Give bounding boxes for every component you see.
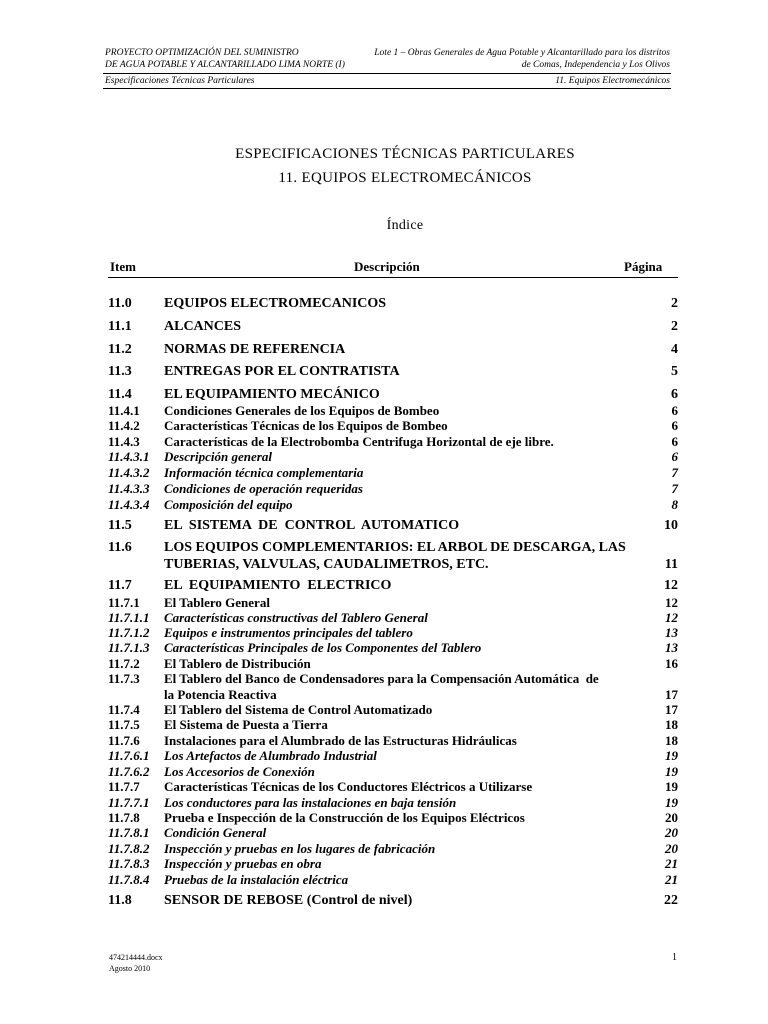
column-header-page: Página xyxy=(624,259,663,274)
toc-entry-title-continued: TUBERIAS, VALVULAS, CAUDALIMETROS, ETC. xyxy=(164,557,489,572)
toc-entry-number: 11.4 xyxy=(108,387,132,402)
toc-entry-title: LOS EQUIPOS COMPLEMENTARIOS: EL ARBOL DE DESCARGA, LAS xyxy=(164,540,626,555)
toc-entry-page: 22 xyxy=(664,893,678,908)
toc-entry-number: 11.7.2 xyxy=(108,656,140,671)
toc-entry-number: 11.7.8.3 xyxy=(108,856,150,871)
toc-entry-number: 11.7.1.2 xyxy=(108,625,150,640)
index-heading: Índice xyxy=(386,218,424,233)
toc-entry-title: Equipos e instrumentos principales del tablero xyxy=(164,625,413,640)
toc-entry-title: Características Técnicas de los Equipos de Bombeo xyxy=(164,418,448,433)
toc-entry-title: Instalaciones para el Alumbrado de las Estructuras Hidráulicas xyxy=(164,733,517,748)
toc-entry-number: 11.7.6 xyxy=(108,733,140,748)
toc-entry-title: El Tablero General xyxy=(164,595,270,610)
header-lot-line1: Lote 1 – Obras Generales de Agua Potable y Alcantarillado para los distritos xyxy=(374,48,670,58)
column-header-divider xyxy=(108,277,678,278)
toc-entry-page: 13 xyxy=(665,640,678,655)
toc-entry-page: 6 xyxy=(671,387,678,402)
toc-entry-number: 11.4.2 xyxy=(108,418,140,433)
toc-entry-title: Características constructivas del Tablero General xyxy=(164,610,428,625)
header-project xyxy=(105,47,345,71)
header-lot-line2: de Comas, Independencia y Los Olivos xyxy=(521,60,670,70)
toc-entry-title: Inspección y pruebas en obra xyxy=(164,856,322,871)
toc-entry-number: 11.4.3.1 xyxy=(108,449,150,464)
toc-entry-title: Condiciones Generales de los Equipos de Bombeo xyxy=(164,403,440,418)
header-project-line1: PROYECTO OPTIMIZACIÓN DEL SUMINISTRO xyxy=(105,48,299,58)
toc-entry-number: 11.7.3 xyxy=(108,671,140,686)
toc-entry-title: Los Accesorios de Conexión xyxy=(164,764,315,779)
toc-entry-title: ALCANCES xyxy=(164,319,242,334)
toc-entry-page: 5 xyxy=(671,364,678,379)
header-lot xyxy=(374,47,670,71)
toc-entry-page: 12 xyxy=(665,610,678,625)
header-section-left: Especificaciones Técnicas Particulares xyxy=(105,76,255,86)
toc-entry-page: 12 xyxy=(664,578,678,593)
toc-entry-page: 21 xyxy=(665,872,678,887)
toc-entry-page: 18 xyxy=(665,733,678,748)
toc-entry-number: 11.4.3.2 xyxy=(108,465,150,480)
toc-entry-number: 11.7.8.2 xyxy=(108,841,150,856)
toc-entry-title: SENSOR DE REBOSE (Control de nivel) xyxy=(164,893,413,908)
toc-entry-title: NORMAS DE REFERENCIA xyxy=(164,342,346,357)
toc-entry-number: 11.7.1 xyxy=(108,595,140,610)
toc-entry-title: EL EQUIPAMIENTO ELECTRICO xyxy=(164,578,392,593)
toc-entry-title: Inspección y pruebas en los lugares de fabricación xyxy=(164,841,436,856)
toc-entry-title: EL EQUIPAMIENTO MECÁNICO xyxy=(164,387,380,402)
toc-entry-page: 7 xyxy=(671,465,678,480)
toc-entry-number: 11.7.8 xyxy=(108,810,140,825)
toc-entry-title: El Tablero de Distribución xyxy=(164,656,311,671)
toc-entry-page: 18 xyxy=(665,717,678,732)
toc-entry-page: 6 xyxy=(671,449,678,464)
toc-entry-number: 11.7 xyxy=(108,578,132,593)
toc-entry-number: 11.6 xyxy=(108,540,132,555)
toc-entry-page: 21 xyxy=(665,856,678,871)
toc-entry-title: Los conductores para las instalaciones en baja tensión xyxy=(164,795,457,810)
toc-entry-number: 11.4.3.4 xyxy=(108,497,150,512)
toc-entry-title: ENTREGAS POR EL CONTRATISTA xyxy=(164,364,400,379)
toc-entry-title: Descripción general xyxy=(164,449,272,464)
toc-entry-page: 20 xyxy=(665,825,678,840)
header-divider-top xyxy=(103,73,671,74)
toc-entry-page: 8 xyxy=(671,497,678,512)
toc-entry-page: 6 xyxy=(671,403,678,418)
toc-entry-title-continued: la Potencia Reactiva xyxy=(164,687,277,702)
toc-entry-title: EQUIPOS ELECTROMECANICOS xyxy=(164,296,387,311)
toc-entry-number: 11.7.8.1 xyxy=(108,825,150,840)
toc-entry-title: Composición del equipo xyxy=(164,497,293,512)
footer-info xyxy=(109,952,163,974)
toc-entry-page: 11 xyxy=(664,557,678,572)
toc-entry-number: 11.5 xyxy=(108,518,132,533)
toc-entry-title: Los Artefactos de Alumbrado Industrial xyxy=(164,748,377,763)
toc-entry-page: 6 xyxy=(671,434,678,449)
toc-entry-page: 20 xyxy=(665,810,678,825)
toc-entry-page: 2 xyxy=(671,319,678,334)
toc-entry-page: 19 xyxy=(665,795,678,810)
footer-date: Agosto 2010 xyxy=(109,964,151,973)
toc-entry-number: 11.4.1 xyxy=(108,403,140,418)
toc-entry-title: Características Técnicas de los Conductores Eléctricos a Utilizarse xyxy=(164,779,533,794)
document-title: ESPECIFICACIONES TÉCNICAS PARTICULARES xyxy=(235,146,575,162)
toc-entry-page: 19 xyxy=(665,764,678,779)
toc-entry-number: 11.4.3.3 xyxy=(108,481,150,496)
toc-entry-page: 17 xyxy=(665,687,678,702)
toc-entry-number: 11.7.6.2 xyxy=(108,764,150,779)
toc-entry-page: 6 xyxy=(671,418,678,433)
toc-entry-title: Prueba e Inspección de la Construcción de los Equipos Eléctricos xyxy=(164,810,525,825)
header-section-right: 11. Equipos Electromecánicos xyxy=(555,76,670,86)
toc-entry-title: Características de la Electrobomba Centrifuga Horizontal de eje libre. xyxy=(164,434,554,449)
toc-entry-page: 13 xyxy=(665,625,678,640)
toc-entry-number: 11.7.1.3 xyxy=(108,640,150,655)
toc-entry-title: El Tablero del Banco de Condensadores para la Compensación Automática de xyxy=(164,671,599,686)
column-header-description: Descripción xyxy=(354,259,420,274)
toc-entry-number: 11.2 xyxy=(108,342,132,357)
toc-entry-page: 19 xyxy=(665,779,678,794)
toc-entry-number: 11.7.6.1 xyxy=(108,748,150,763)
toc-entry-title: EL SISTEMA DE CONTROL AUTOMATICO xyxy=(164,518,460,533)
toc-entry-title: Características Principales de los Componentes del Tablero xyxy=(164,640,482,655)
toc-entry-page: 2 xyxy=(671,296,678,311)
toc-entry-page: 4 xyxy=(671,342,678,357)
column-header-item: Item xyxy=(110,259,136,274)
toc-entry-page: 10 xyxy=(664,518,678,533)
header-project-line2: DE AGUA POTABLE Y ALCANTARILLADO LIMA NORTE (I) xyxy=(105,60,345,70)
toc-entry-number: 11.8 xyxy=(108,893,132,908)
toc-entry-number: 11.4.3 xyxy=(108,434,140,449)
toc-entry-number: 11.7.1.1 xyxy=(108,610,150,625)
toc-entry-title: El Tablero del Sistema de Control Automatizado xyxy=(164,702,433,717)
toc-entry-number: 11.7.7.1 xyxy=(108,795,150,810)
chapter-title: 11. EQUIPOS ELECTROMECÁNICOS xyxy=(278,170,532,186)
toc-entry-page: 16 xyxy=(665,656,678,671)
toc-entry-number: 11.0 xyxy=(108,296,132,311)
toc-entry-title: Condición General xyxy=(164,825,267,840)
toc-entry-number: 11.7.8.4 xyxy=(108,872,150,887)
page-number: 1 xyxy=(672,952,677,963)
toc-entry-number: 11.7.5 xyxy=(108,717,140,732)
toc-entry-number: 11.1 xyxy=(108,319,132,334)
toc-entry-number: 11.7.4 xyxy=(108,702,140,717)
toc-entry-page: 20 xyxy=(665,841,678,856)
header-divider-bottom xyxy=(103,88,671,89)
toc-entry-title: Información técnica complementaria xyxy=(164,465,364,480)
toc-entry-title: El Sistema de Puesta a Tierra xyxy=(164,717,328,732)
toc-entry-page: 17 xyxy=(665,702,678,717)
toc-entry-title: Condiciones de operación requeridas xyxy=(164,481,363,496)
toc-entry-number: 11.3 xyxy=(108,364,132,379)
toc-entry-title: Pruebas de la instalación eléctrica xyxy=(164,872,349,887)
footer-file-name: 474214444.docx xyxy=(109,953,163,962)
toc-entry-page: 19 xyxy=(665,748,678,763)
toc-entry-page: 12 xyxy=(665,595,678,610)
toc-entry-number: 11.7.7 xyxy=(108,779,140,794)
toc-entry-page: 7 xyxy=(671,481,678,496)
